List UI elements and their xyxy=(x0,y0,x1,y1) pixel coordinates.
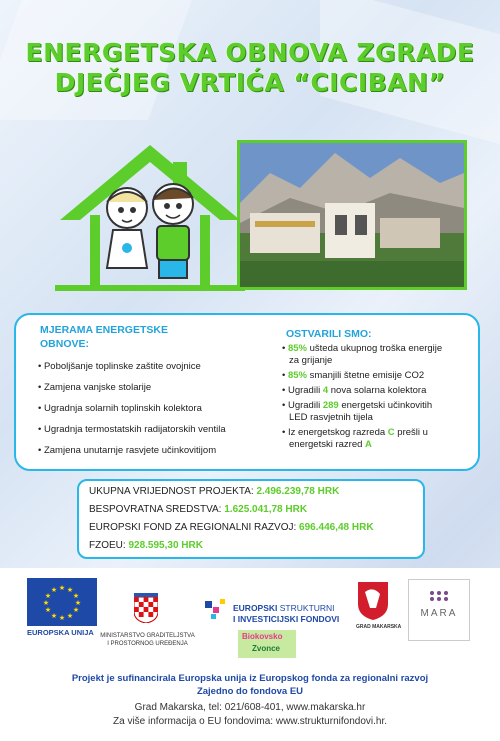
children-illustration xyxy=(107,184,193,278)
measures-heading-2: OBNOVE: xyxy=(40,338,90,350)
structural-funds-line1: EUROPSKI STRUKTURNI xyxy=(233,603,335,613)
svg-text:★: ★ xyxy=(44,606,52,614)
svg-text:★: ★ xyxy=(50,586,58,594)
ministry-label: MINISTARSTVO GRADITELJSTVA I PROSTORNOG UREĐENJA xyxy=(100,633,195,647)
mara-logo: MARA xyxy=(408,579,470,641)
svg-text:★: ★ xyxy=(66,612,74,620)
list-item: • Poboljšanje toplinske zaštite ovojnice xyxy=(38,361,201,372)
title-line-2: DJEČJEG VRTIĆA “CICIBAN” xyxy=(54,68,446,97)
contact-text: Grad Makarska, tel: 021/608-401, www.makarska.hr xyxy=(134,702,366,713)
list-item: • Iz energetskog razreda C prešli u xyxy=(282,427,428,438)
biokovsko-zvonce-logo: Biokovsko Zvonce xyxy=(238,630,296,658)
measures-panel xyxy=(14,313,480,471)
svg-text:★: ★ xyxy=(42,599,50,607)
list-item-cont: LED rasvjetnih tijela xyxy=(289,412,373,423)
eu-label: EUROPSKA UNIJA xyxy=(27,628,94,637)
structural-funds-line2: I INVESTICIJSKI FONDOVI xyxy=(233,614,340,624)
svg-text:★: ★ xyxy=(58,584,66,592)
list-item: • 85% ušteda ukupnog troška energije xyxy=(282,343,443,354)
list-item: • 85% smanjili štetne emisije CO2 xyxy=(282,370,425,381)
svg-text:★: ★ xyxy=(72,592,80,600)
house-icon xyxy=(55,140,245,300)
list-item-cont: za grijanje xyxy=(289,355,333,366)
svg-text:★: ★ xyxy=(58,614,66,622)
list-item: • Ugradnja solarnih toplinskih kolektora xyxy=(38,403,202,414)
fzoeu-row: FZOEU: 928.595,30 HRK xyxy=(89,540,203,551)
grant-row: BESPOVRATNA SREDSTVA: 1.625.041,78 HRK xyxy=(89,504,308,515)
croatia-coat-of-arms-icon xyxy=(134,593,158,628)
cofinancing-text: Projekt je sufinancirala Europska unija iz Europskog fonda za regionalni razvoj xyxy=(71,673,429,684)
svg-text:★: ★ xyxy=(66,586,74,594)
building-photo xyxy=(237,140,467,290)
svg-text:★: ★ xyxy=(44,592,52,600)
svg-text:★: ★ xyxy=(50,612,58,620)
list-item-cont: energetski razred A xyxy=(289,439,372,450)
list-item: • Ugradili 4 nova solarna kolektora xyxy=(282,385,427,396)
makarska-label: GRAD MAKARSKA xyxy=(356,624,402,630)
list-item: • Ugradnja termostatskih radijatorskih ventila xyxy=(38,424,226,435)
list-item: • Zamjena unutarnje rasvjete učinkovitijom xyxy=(38,445,217,456)
list-item: • Zamjena vanjske stolarije xyxy=(38,382,152,393)
makarska-crest-icon xyxy=(358,582,388,625)
erdf-row: EUROPSKI FOND ZA REGIONALNI RAZVOJ: 696.446,48 HRK xyxy=(89,522,374,533)
measures-heading-1: MJERAMA ENERGETSKE xyxy=(40,324,168,336)
achieved-heading: OSTVARILI SMO: xyxy=(286,328,372,340)
more-info-text: Za više informacija o EU fondovima: www.strukturnifondovi.hr. xyxy=(113,716,387,727)
total-value-row: UKUPNA VRIJEDNOST PROJEKTA: 2.496.239,78 HRK xyxy=(89,486,340,497)
structural-funds-icon xyxy=(205,597,231,626)
eu-flag-icon xyxy=(27,578,97,626)
finance-panel xyxy=(77,479,425,559)
title-line-1: ENERGETSKA OBNOVA ZGRADE xyxy=(25,38,475,67)
motto-text: Zajedno do fondova EU xyxy=(196,686,304,697)
svg-text:★: ★ xyxy=(74,599,82,607)
list-item: • Ugradili 289 energetski učinkovitih xyxy=(282,400,433,411)
svg-text:★: ★ xyxy=(72,606,80,614)
